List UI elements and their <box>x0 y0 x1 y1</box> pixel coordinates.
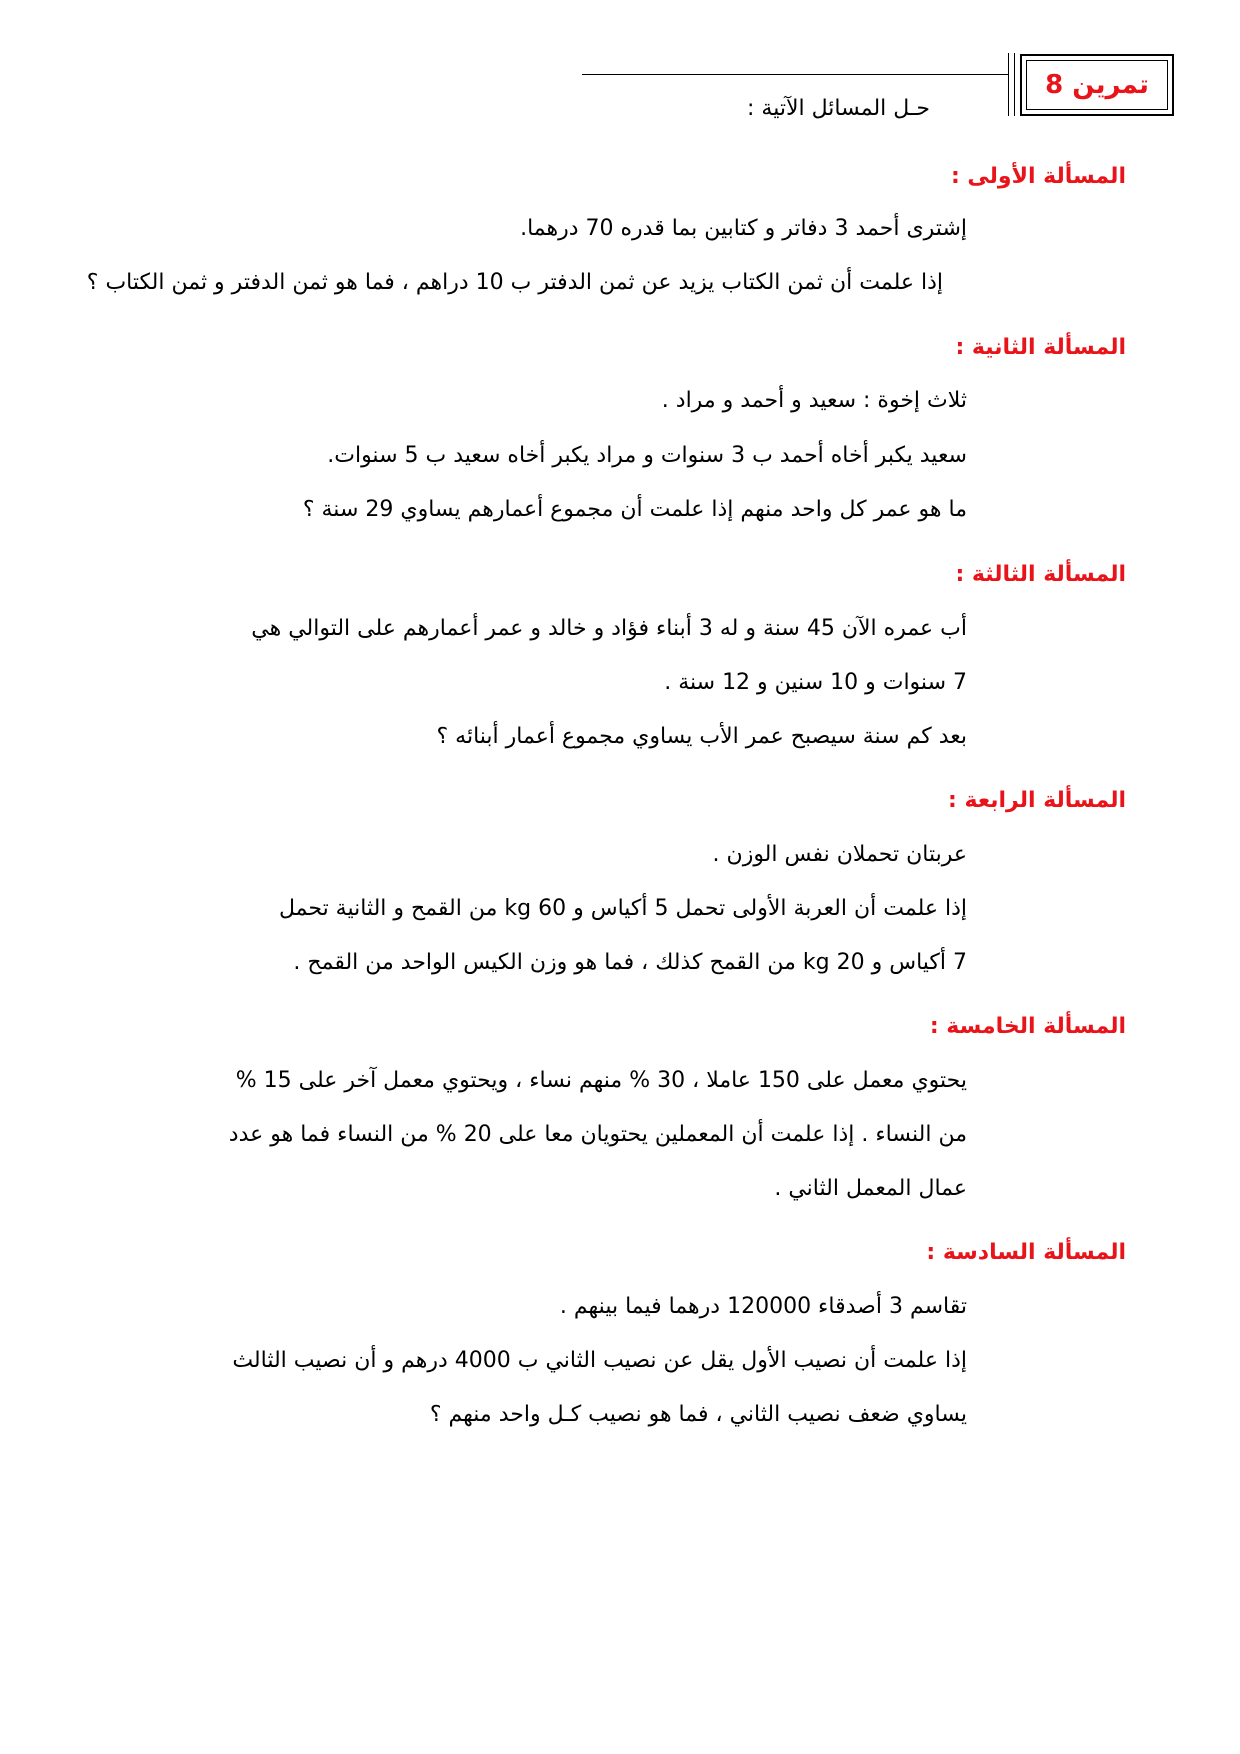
header-rule <box>582 74 1009 75</box>
problem-6-line-3: يساوي ضعف نصيب الثاني ، فما هو نصيب كـل واحد منهم ؟ <box>429 1402 967 1427</box>
problem-1-line-2: إذا علمت أن ثمن الكتاب يزيد عن ثمن الدفتر ب 10 دراهم ، فما هو ثمن الدفتر و ثمن الكتاب ؟ <box>86 270 943 295</box>
problem-2-line-2: سعيد يكبر أخاه أحمد ب 3 سنوات و مراد يكبر أخاه سعيد ب 5 سنوات. <box>327 443 967 468</box>
header-divider-left <box>1008 53 1009 116</box>
problem-3-line-1: أب عمره الآن 45 سنة و له 3 أبناء فؤاد و خالد و عمر أعمارهم على التوالي هي <box>251 616 967 641</box>
problem-5-line-1: يحتوي معمل على 150 عاملا ، 30 % منهم نساء ، ويحتوي معمل آخر على 15 % <box>235 1068 967 1093</box>
exercise-title: تمرين 8 <box>1045 70 1149 100</box>
problem-4-line-2: إذا علمت أن العربة الأولى تحمل 5 أكياس و 60 kg من القمح و الثانية تحمل <box>278 896 967 921</box>
problem-4-title: المسألة الرابعة : <box>948 788 1126 813</box>
problem-3-line-2: 7 سنوات و 10 سنين و 12 سنة . <box>664 670 967 695</box>
problem-4-line-1: عربتان تحملان نفس الوزن . <box>712 842 967 867</box>
problem-4-line-3: 7 أكياس و 20 kg من القمح كذلك ، فما هو وزن الكيس الواحد من القمح . <box>293 950 967 975</box>
instruction-text: حـل المسائل الآتية : <box>747 96 930 121</box>
problem-6-title: المسألة السادسة : <box>926 1240 1126 1265</box>
problem-3-title: المسألة الثالثة : <box>955 562 1126 587</box>
problem-3-line-3: بعد كم سنة سيصبح عمر الأب يساوي مجموع أعمار أبنائه ؟ <box>436 724 967 749</box>
problem-2-title: المسألة الثانية : <box>955 335 1126 360</box>
problem-5-line-2: من النساء . إذا علمت أن المعملين يحتويان معا على 20 % من النساء فما هو عدد <box>228 1122 967 1147</box>
problem-2-line-3: ما هو عمر كل واحد منهم إذا علمت أن مجموع أعمارهم يساوي 29 سنة ؟ <box>302 497 967 522</box>
problem-1-title: المسألة الأولى : <box>950 164 1126 189</box>
problem-5-line-3: عمال المعمل الثاني . <box>774 1176 967 1201</box>
problem-6-line-2: إذا علمت أن نصيب الأول يقل عن نصيب الثاني ب 4000 درهم و أن نصيب الثالث <box>232 1348 967 1373</box>
title-box <box>1026 60 1168 110</box>
header-divider-right <box>1014 53 1015 116</box>
problem-6-line-1: تقاسم 3 أصدقاء 120000 درهما فيما بينهم . <box>559 1294 967 1319</box>
problem-5-title: المسألة الخامسة : <box>929 1014 1126 1039</box>
problem-1-line-1: إشترى أحمد 3 دفاتر و كتابين بما قدره 70 درهما. <box>520 216 967 241</box>
problem-2-line-1: ثلاث إخوة : سعيد و أحمد و مراد . <box>661 388 967 413</box>
